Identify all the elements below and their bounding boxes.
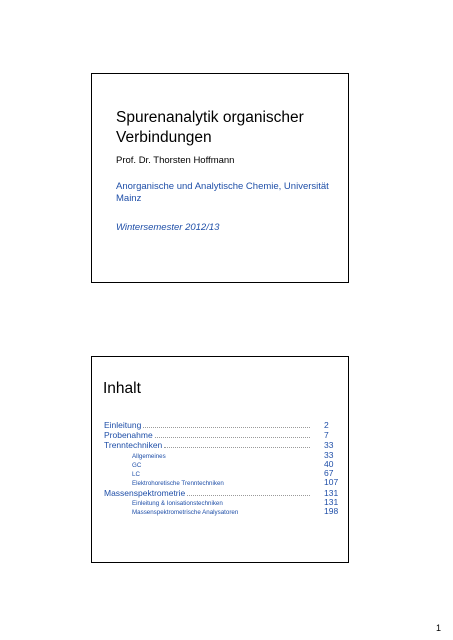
dot-leader xyxy=(155,431,310,438)
toc-label: Allgemeines xyxy=(132,452,166,460)
toc-label: Trenntechniken xyxy=(104,440,163,451)
toc-entry-probenahme[interactable] xyxy=(104,430,340,440)
toc-page-number: 107 xyxy=(324,477,339,488)
toc-entry-elektrophoretische[interactable] xyxy=(104,478,340,487)
toc-page-number: 2 xyxy=(324,420,329,430)
dot-leader xyxy=(143,461,310,467)
toc-page-number: 40 xyxy=(324,458,334,469)
toc-label: Probenahme xyxy=(104,430,153,441)
toc-entry-ionisationstechniken[interactable] xyxy=(104,498,340,507)
contents-title: Inhalt xyxy=(103,380,141,397)
title-slide xyxy=(91,73,349,283)
semester-label: Wintersemester 2012/13 xyxy=(116,222,220,233)
contents-slide xyxy=(91,356,349,563)
toc-page-number: 7 xyxy=(324,430,329,441)
toc-label: LC xyxy=(132,471,140,479)
toc-page-number: 198 xyxy=(324,506,339,517)
toc-page-number: 33 xyxy=(324,449,334,460)
toc-label: Einleitung & Ionisationstechniken xyxy=(132,499,223,507)
toc-entry-analysatoren[interactable] xyxy=(104,507,340,516)
toc-page-number: 67 xyxy=(324,468,334,479)
dot-leader xyxy=(240,508,310,514)
dot-leader xyxy=(168,452,310,458)
dot-leader xyxy=(143,421,310,428)
dot-leader xyxy=(164,441,310,448)
institution-name: Anorganische und Analytische Chemie, Universität Mainz xyxy=(116,181,329,204)
lecture-title: Spurenanalytik organischer Verbindungen xyxy=(116,109,304,146)
toc-entry-massenspektrometrie[interactable] xyxy=(104,488,340,498)
toc-entry-trenntechniken[interactable] xyxy=(104,440,340,450)
dot-leader xyxy=(187,489,310,496)
dot-leader xyxy=(225,499,310,505)
toc-page-number: 131 xyxy=(324,487,339,498)
page-number: 1 xyxy=(435,623,441,633)
table-of-contents xyxy=(104,420,340,517)
toc-label: Elektrohoretische Trenntechniken xyxy=(132,480,224,488)
author-name: Prof. Dr. Thorsten Hoffmann xyxy=(116,155,235,166)
dot-leader xyxy=(226,479,310,485)
toc-page-number: 33 xyxy=(324,440,334,451)
toc-entry-allgemeines[interactable] xyxy=(104,451,340,460)
toc-entry-einleitung[interactable] xyxy=(104,420,340,430)
dot-leader xyxy=(142,470,310,476)
toc-entry-lc[interactable] xyxy=(104,469,340,478)
toc-entry-gc[interactable] xyxy=(104,460,340,469)
toc-label: GC xyxy=(132,461,142,469)
toc-label: Einleitung xyxy=(104,420,142,430)
toc-page-number: 131 xyxy=(324,496,339,507)
toc-label: Massenspektrometrische Analysatoren xyxy=(132,509,239,517)
toc-label: Massenspektrometrie xyxy=(104,487,186,498)
